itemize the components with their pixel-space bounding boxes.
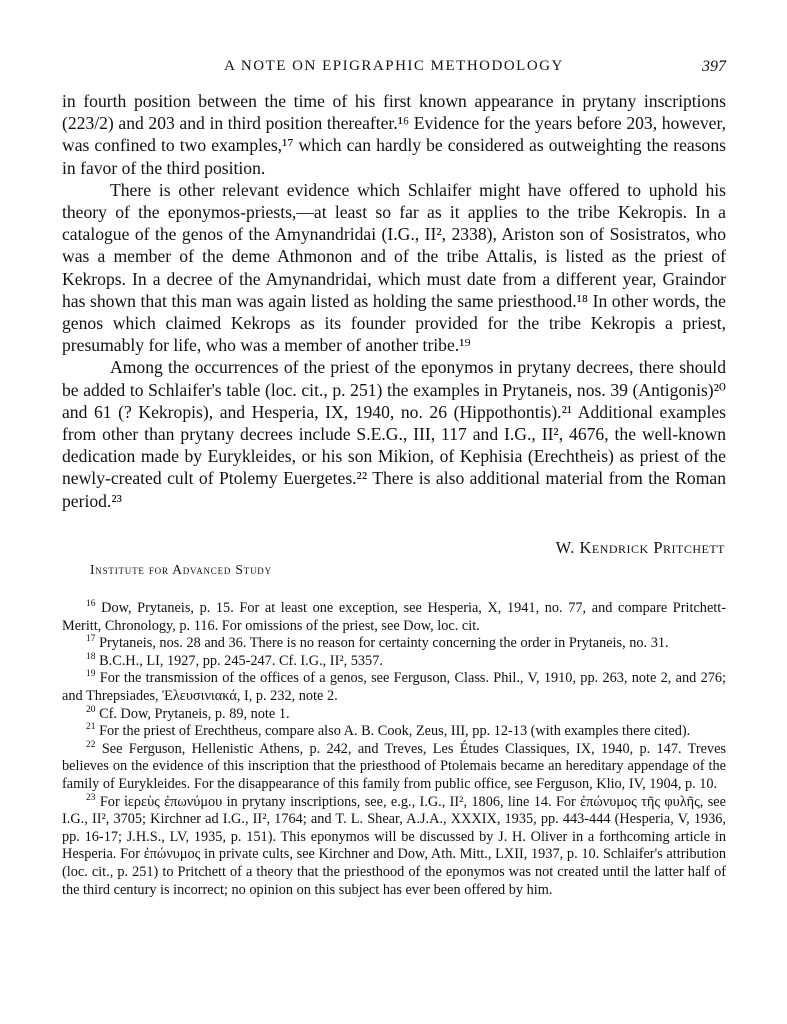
footnote-number: 19 [86, 669, 96, 680]
body-paragraph: There is other relevant evidence which Schlaifer might have offered to uphold his theory of the eponymos-priests,—at least so far as it applies to the tribe Kekropis. In a catalogue of the genos of the Amynandridai (I.G., II², 2338), Ariston son of Sosistratos, who was a member of the deme Athmonon and of the tribe Attalis, is listed as the priest of Kekrops. In a decree of the Amynandridai, which must date from a different year, Graindor has shown that this man was again listed as holding the same priesthood.¹⁸ In other words, the genos which claimed Kekrops as its founder provided for the tribe Kekropis a priest, presumably for life, who was a member of another tribe.¹⁹ [62, 179, 726, 356]
page-header [62, 58, 726, 82]
page-number: 397 [702, 58, 726, 75]
footnote [62, 741, 726, 794]
footnote [62, 600, 726, 635]
footnote-number: 20 [86, 704, 96, 715]
footnote-text: Prytaneis, nos. 28 and 36. There is no reason for certainty concerning the order in Prytaneis, no. 31. [99, 635, 669, 652]
footnote [62, 653, 726, 671]
author-institution: Institute for Advanced Study [90, 562, 272, 577]
footnote-number: 21 [86, 722, 96, 733]
footnote-text: For the priest of Erechtheus, compare also A. B. Cook, Zeus, III, pp. 12-13 (with examples there cited). [99, 723, 691, 740]
footnote-number: 18 [86, 652, 96, 663]
running-title: A NOTE ON EPIGRAPHIC METHODOLOGY [224, 58, 564, 74]
footnote-text: Cf. Dow, Prytaneis, p. 89, note 1. [99, 705, 290, 722]
footnote-number: 22 [86, 739, 96, 750]
footnote-number: 16 [86, 599, 96, 610]
body-paragraph: Among the occurrences of the priest of the eponymos in prytany decrees, there should be added to Schlaifer's table (loc. cit., p. 251) the examples in Prytaneis, nos. 39 (Antigonis)²⁰ and 61 (? Kekropis), and Hesperia, IX, 1940, no. 26 (Hippothontis).²¹ Additional examples from other than prytany decrees include S.E.G., III, 117 and I.G., II², 4676, the well-known dedication made by Eurykleides, or his son Mikion, of Kephisia (Erechtheis) as priest of the newly-created cult of Ptolemy Euergetes.²² There is also additional material from the Roman period.²³ [62, 357, 726, 511]
footnote-text: B.C.H., LI, 1927, pp. 245-247. Cf. I.G., II², 5357. [99, 652, 383, 669]
footnote [62, 706, 726, 724]
article-body [62, 90, 726, 512]
footnote [62, 635, 726, 653]
footnote-text: For ἱερεὺς ἐπωνύμου in prytany inscriptions, see, e.g., I.G., II², 1806, line 14. For ἐπώνυμος τῆς φυλῆς, see I.G., II², 3705; Kirchner ad I.G., II², 1764; and T. L. Shear, A.J.A., XXXIX, 1935, pp. 443-444 (Hesperia, V, 1936, pp. 16-17; J.H.S., LV, 1935, p. 151). This eponymos will be discussed by J. H. Oliver in a forthcoming article in Hesperia. For ἐπώνυμος in private cults, see Kirchner and Dow, Ath. Mitt., LXII, 1937, p. 10. Schlaifer's attribution (loc. cit., p. 251) to Pritchett of a theory that the priesthood of the eponymos was not created until the latter half of the third century is incorrect; no opinion on this subject has ever been offered by him. [62, 793, 726, 898]
footnote-number: 23 [86, 792, 96, 803]
footnote-number: 17 [86, 634, 96, 645]
footnote-text: See Ferguson, Hellenistic Athens, p. 242, and Treves, Les Études Classiques, IX, 1940, p. 147. Treves believes on the evidence of this inscription that the priesthood of Ptolemais became an hereditary appendage of the family of Eurykleides. For the disappearance of this family from public office, see Ferguson, Klio, IV, 1904, p. 10. [62, 740, 726, 792]
footnotes [62, 600, 726, 899]
footnote [62, 723, 726, 741]
author-signature: W. Kendrick Pritchett [555, 538, 725, 557]
footnote [62, 794, 726, 900]
footnote-text: For the transmission of the offices of a genos, see Ferguson, Class. Phil., V, 1910, pp. 263, note 2, and 276; and Threpsiades, Ἐλευσινιακά, I, p. 232, note 2. [62, 670, 726, 704]
footnote [62, 670, 726, 705]
body-paragraph: in fourth position between the time of his first known appearance in prytany inscriptions (223/2) and 203 and in third position thereafter.¹⁶ Evidence for the years before 203, however, was confined to two examples,¹⁷ which can hardly be considered as outweighting the reasons in favor of the third position. [62, 91, 726, 178]
footnote-text: Dow, Prytaneis, p. 15. For at least one exception, see Hesperia, X, 1941, no. 77, and compare Pritchett-Meritt, Chronology, p. 116. For omissions of the priest, see Dow, loc. cit. [62, 600, 727, 634]
